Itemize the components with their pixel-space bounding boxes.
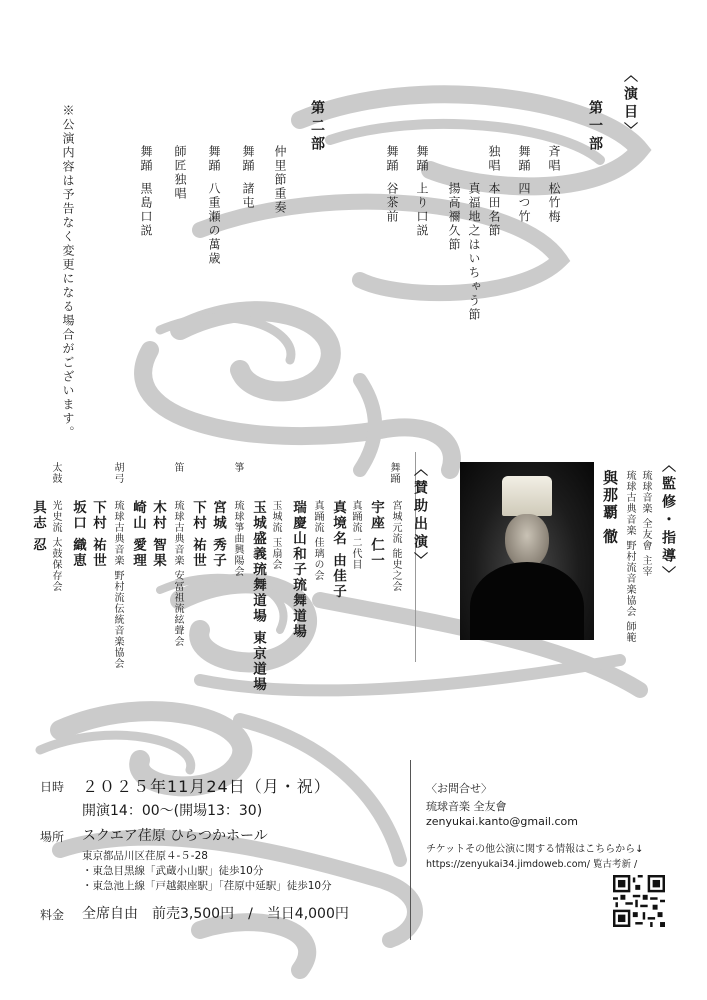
notice-text: ※公演内容は予告なく変更になる場合がございます。 bbox=[61, 104, 75, 440]
part1-item-title: 谷茶前 bbox=[385, 182, 399, 224]
part1-title: 第一部 bbox=[587, 100, 603, 154]
guest-genre-fue: 笛 bbox=[172, 462, 183, 473]
supervisor-affiliation: 琉球音楽 全友會 主宰 bbox=[640, 470, 651, 578]
event-time: 開演14：00～(開場13：30) bbox=[82, 803, 263, 819]
guest-name: 真境名 由佳子 bbox=[330, 500, 346, 600]
contact-email[interactable]: zenyukai.kanto@gmail.com bbox=[426, 815, 578, 828]
supervisor-name: 與那覇 徹 bbox=[601, 470, 619, 546]
part1-item-title: 上り口説 bbox=[415, 182, 429, 238]
guest-org: 琉球古典音楽 野村流伝統音楽協会 bbox=[112, 500, 123, 670]
supervisor-affiliation: 琉球古典音楽 野村流音楽協会 師範 bbox=[624, 470, 635, 644]
part1-item-title: 真福地之はいちゃう節 bbox=[467, 182, 481, 322]
guest-org: 光史流 太鼓保存会 bbox=[50, 500, 61, 593]
guest-name: 下村 祐世 bbox=[190, 500, 206, 569]
venue-address: 東京都品川区荏原４-５-28 bbox=[82, 850, 208, 862]
access-line: ・東急池上線「戸越銀座駅」「荏原中延駅」徒歩10分 bbox=[82, 880, 332, 892]
part1-item-genre: 独唱 bbox=[487, 145, 501, 173]
part2-item-title: 仲里節重奏 bbox=[273, 145, 287, 215]
venue-name: スクエア荏原 ひらつかホール bbox=[82, 828, 268, 844]
part1-item-genre: 舞踊 bbox=[415, 145, 429, 173]
part1-item-title: 四つ竹 bbox=[517, 182, 531, 224]
guest-name: 下村 祐世 bbox=[90, 500, 106, 569]
guest-name: 木村 智果 bbox=[150, 500, 166, 569]
guest-org: 玉城流 玉扇会 bbox=[270, 500, 281, 571]
supervisor-photo bbox=[460, 462, 594, 640]
guest-genre-taiko: 太鼓 bbox=[50, 462, 61, 484]
part1-item-genre: 斉唱 bbox=[547, 145, 561, 173]
event-date: ２０２５年11月24日（月・祝） bbox=[82, 777, 331, 796]
part2-item-genre: 舞踊 bbox=[139, 145, 153, 173]
part2-title: 第二部 bbox=[309, 100, 325, 154]
date-label: 日時 bbox=[40, 780, 65, 794]
guests-heading: 〈賛助出演〉 bbox=[412, 462, 428, 570]
guest-name: 宮城 秀子 bbox=[210, 500, 226, 569]
part1-item-title: 揚高禰久節 bbox=[447, 182, 461, 252]
supervisor-heading: 〈監修・指導〉 bbox=[660, 458, 676, 584]
part1-item-title: 松竹梅 bbox=[547, 182, 561, 224]
divider-vertical bbox=[410, 760, 411, 940]
guest-name: 玉城盛義琉舞道場 東京道場 bbox=[250, 500, 266, 693]
ticket-note: チケットその他公演に関する情報はこちらから↓ bbox=[426, 844, 644, 855]
guest-org: 琉球古典音楽 安冨祖流絃聲会 bbox=[172, 500, 183, 648]
guest-org: 真踊流 二代目 bbox=[350, 500, 361, 571]
part2-item-genre: 舞踊 bbox=[241, 145, 255, 173]
guest-org: 真踊流 佳璃の会 bbox=[312, 500, 323, 582]
guest-org: 琉球箏曲興陽会 bbox=[232, 500, 243, 577]
guest-name: 崎山 愛理 bbox=[130, 500, 146, 569]
venue-label: 場所 bbox=[40, 830, 65, 844]
qr-code-icon[interactable] bbox=[613, 875, 665, 927]
website-link[interactable]: https://zenyukai34.jimdoweb.com/ 覧古考新 / bbox=[426, 859, 638, 870]
guest-name: 坂口 織恵 bbox=[70, 500, 86, 569]
part2-item-genre: 舞踊 bbox=[207, 145, 221, 173]
ticket-price: 全席自由 前売3,500円 / 当日4,000円 bbox=[82, 906, 349, 922]
price-label: 料金 bbox=[40, 908, 65, 922]
part1-item-title: 本田名節 bbox=[487, 182, 501, 238]
guest-genre-kokyu: 胡弓 bbox=[112, 462, 123, 484]
part2-item-genre: 師匠独唱 bbox=[173, 145, 187, 201]
guest-name: 宇座 仁一 bbox=[368, 500, 384, 569]
access-line: ・東急目黒線「武蔵小山駅」徒歩10分 bbox=[82, 865, 264, 877]
guest-name: 瑞慶山和子琉舞道場 bbox=[290, 500, 306, 640]
guest-name: 具志 忍 bbox=[30, 500, 46, 554]
part2-item-title: 八重瀬の萬歳 bbox=[207, 182, 221, 266]
program-heading: 〈演目〉 bbox=[622, 68, 638, 140]
part1-item-genre: 舞踊 bbox=[385, 145, 399, 173]
part2-item-title: 黒島口説 bbox=[139, 182, 153, 238]
part2-item-title: 諸屯 bbox=[241, 182, 255, 210]
part1-item-genre: 舞踊 bbox=[517, 145, 531, 173]
guest-genre-dance: 舞踊 bbox=[388, 462, 399, 484]
guest-org: 宮城元流 能史之会 bbox=[390, 500, 401, 593]
contact-heading: 〈お問合せ〉 bbox=[426, 782, 492, 795]
contact-org: 琉球音楽 全友會 bbox=[426, 800, 507, 813]
guest-genre-koto: 箏 bbox=[232, 462, 243, 473]
